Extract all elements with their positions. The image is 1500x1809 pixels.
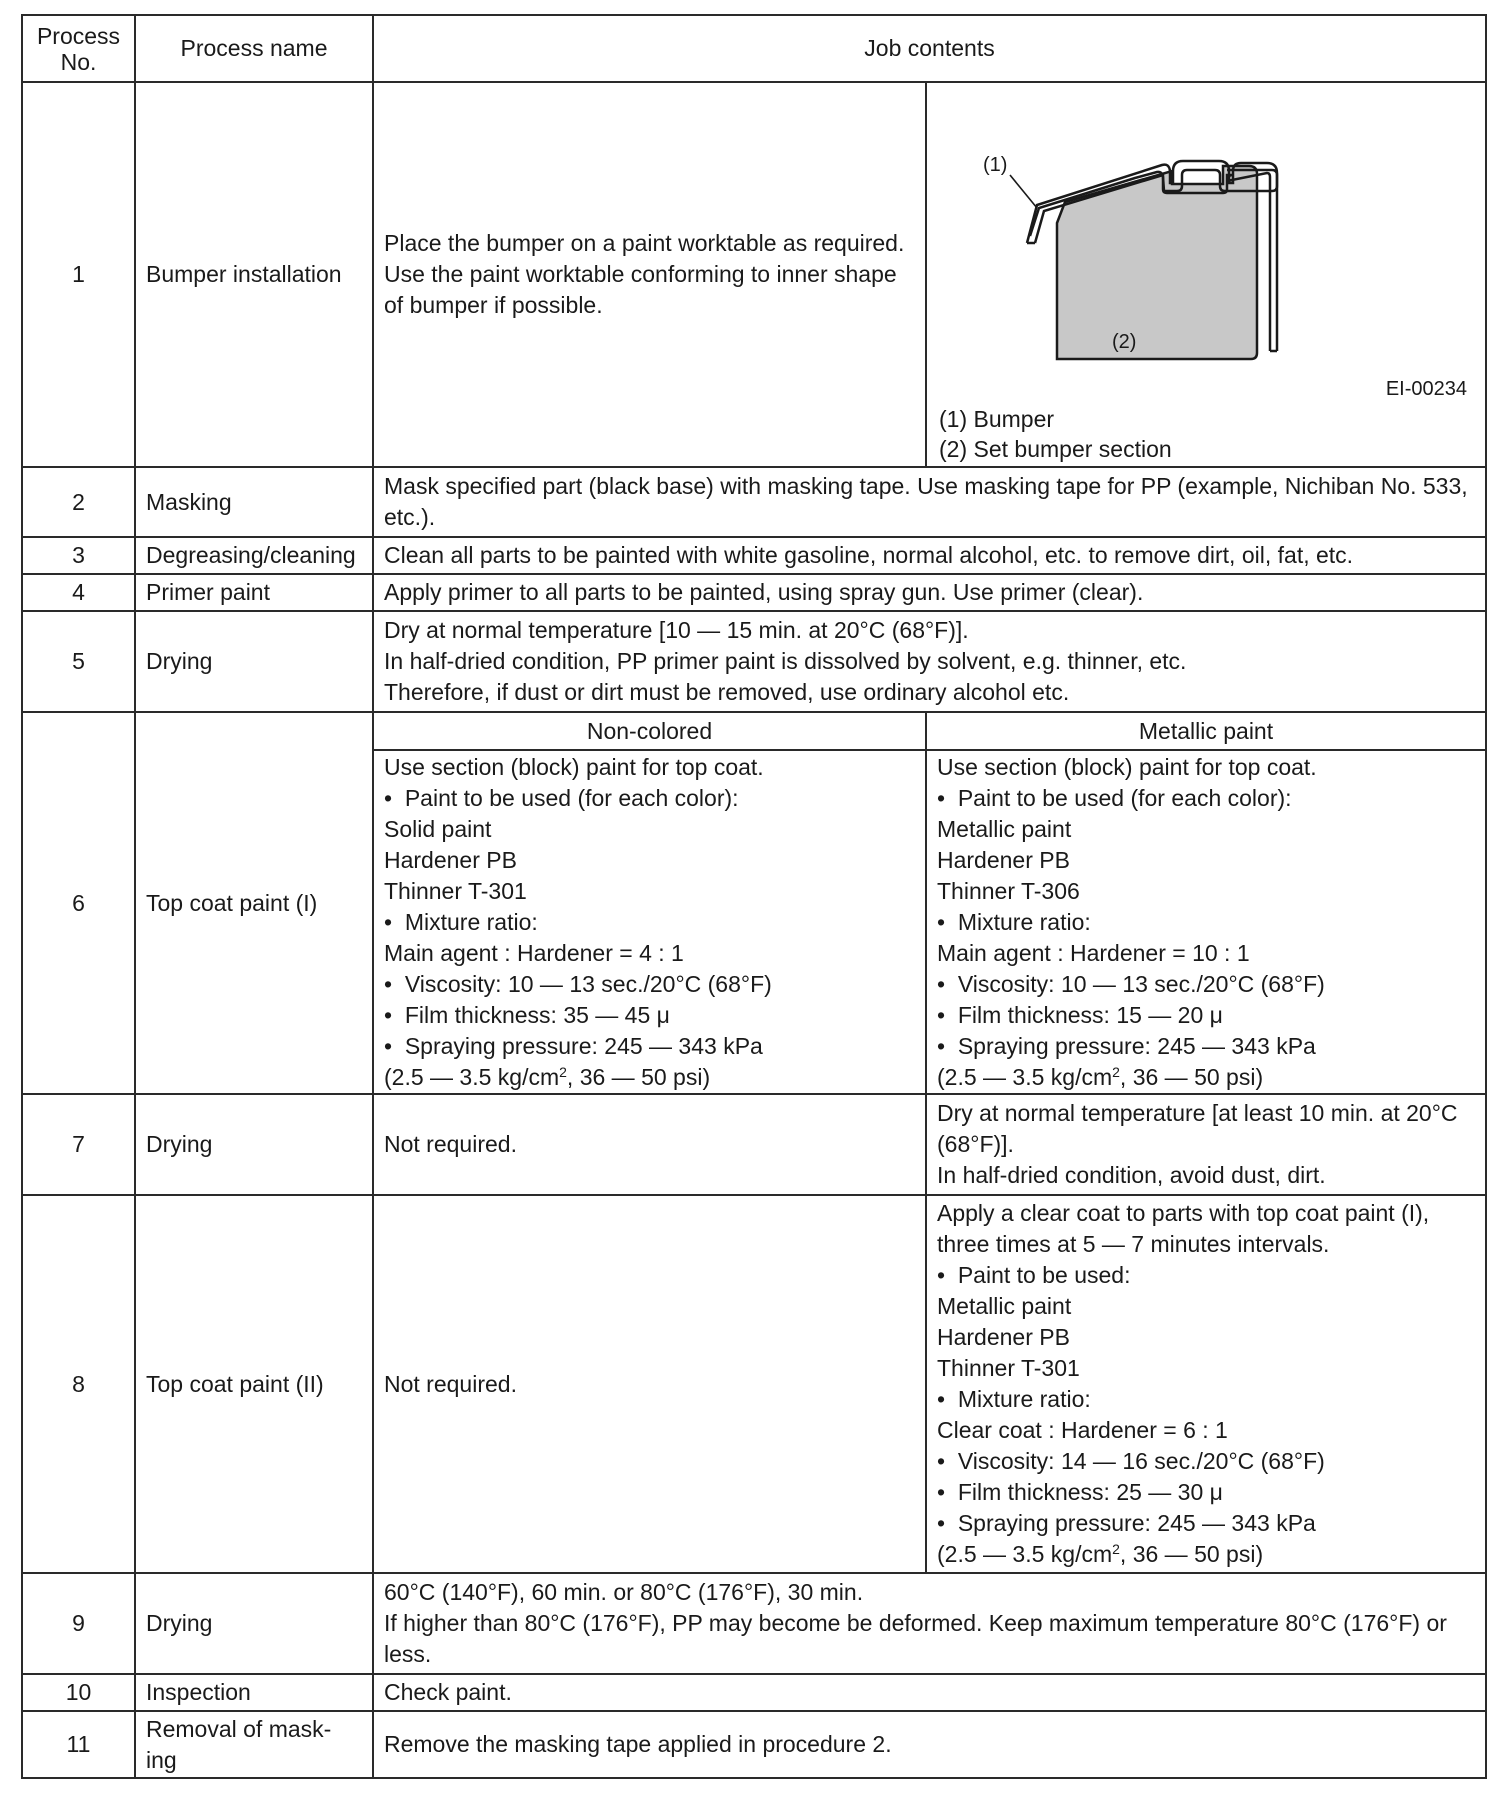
spec-paints: Metallic paint Hardener PB Thinner T-301: [937, 1293, 1080, 1381]
job-contents: 60°C (140°F), 60 min. or 80°C (176°F), 30 min. If higher than 80°C (176°F), PP may become be deformed. Keep maximum temperature 80°C (176°F) or less.: [373, 1573, 1486, 1674]
table-row: [22, 1094, 1486, 1195]
set-bumper-section-block: [1057, 166, 1257, 359]
spec-pressure-units: (2.5 — 3.5 $kg/cm^2$, 36 — 50 psi): [384, 1063, 711, 1090]
spec-viscosity: • Viscosity: 10 — 13 sec./20°C (68°F): [384, 969, 915, 1000]
spec-mix-label: • Mixture ratio:: [937, 907, 1475, 938]
job-contents: Mask specified part (black base) with masking tape. Use masking tape for PP (example, Nichiban No. 533, etc.).: [373, 467, 1486, 537]
table-row: [22, 82, 1486, 467]
spec-mix-label: • Mixture ratio:: [384, 907, 915, 938]
spec-intro: Use section (block) paint for top coat.: [384, 753, 764, 780]
figure-legend: [939, 404, 1172, 464]
spec-paint-label: • Paint to be used (for each color):: [384, 783, 915, 814]
process-no: 4: [22, 574, 135, 611]
spec-pressure-units: (2.5 — 3.5 $kg/cm^2$, 36 — 50 psi): [937, 1063, 1264, 1090]
process-name: Removal of mask- ing: [135, 1711, 373, 1778]
job-contents: Remove the masking tape applied in procedure 2.: [373, 1711, 1486, 1778]
spec-mix: Main agent : Hardener = 10 : 1: [937, 939, 1250, 966]
spec-pressure: • Spraying pressure: 245 — 343 kPa: [937, 1031, 1475, 1062]
process-no: 2: [22, 467, 135, 537]
label-1-leader: [1010, 175, 1037, 208]
process-name: Drying: [135, 611, 373, 712]
spec-film: • Film thickness: 25 — 30 μ: [937, 1477, 1475, 1508]
process-no: 9: [22, 1573, 135, 1674]
process-name: Degreasing/cleaning: [135, 537, 373, 574]
spec-viscosity: • Viscosity: 10 — 13 sec./20°C (68°F): [937, 969, 1475, 1000]
spec-intro: Apply a clear coat to parts with top coat paint (I), three times at 5 — 7 minutes intervals.: [937, 1200, 1430, 1257]
job-contents: Check paint.: [373, 1674, 1486, 1711]
noncolored-contents: Not required.: [373, 1195, 926, 1573]
spec-paints: Solid paint Hardener PB Thinner T-301: [384, 815, 527, 904]
header-job-contents: Job contents: [373, 15, 1486, 82]
process-name: Drying: [135, 1094, 373, 1195]
spec-pressure-units: (2.5 — 3.5 $kg/cm^2$, 36 — 50 psi): [937, 1541, 1264, 1567]
process-no: 6: [22, 712, 135, 1094]
process-no: 8: [22, 1195, 135, 1573]
job-contents: Dry at normal temperature [10 — 15 min. at 20°C (68°F)]. In half-dried condition, PP primer paint is dissolved by solvent, e.g. thinner, etc. Therefore, if dust or dirt must be removed, use ordinary alcohol etc.: [373, 611, 1486, 712]
noncolored-header: Non-colored: [373, 712, 926, 750]
figure-label-2: (2): [1112, 331, 1137, 353]
process-name: Drying: [135, 1573, 373, 1674]
process-name: Masking: [135, 467, 373, 537]
process-no: 11: [22, 1711, 135, 1778]
job-contents: Place the bumper on a paint worktable as required. Use the paint worktable conforming to inner shape of bumper if possible.: [373, 82, 926, 467]
spec-pressure: • Spraying pressure: 245 — 343 kPa: [937, 1508, 1475, 1539]
process-name: Top coat paint (II): [135, 1195, 373, 1573]
header-process-name: Process name: [135, 15, 373, 82]
process-no: 5: [22, 611, 135, 712]
metallic-header: Metallic paint: [926, 712, 1486, 750]
bumper-paint-process-table: [21, 14, 1487, 1779]
metallic-spec: [926, 750, 1486, 1094]
spec-mix: Clear coat : Hardener = 6 : 1: [937, 1417, 1228, 1443]
process-no: 7: [22, 1094, 135, 1195]
spec-paints: Metallic paint Hardener PB Thinner T-306: [937, 815, 1080, 904]
job-contents: Clean all parts to be painted with white gasoline, normal alcohol, etc. to remove dirt, oil, fat, etc.: [373, 537, 1486, 574]
spec-pressure: • Spraying pressure: 245 — 343 kPa: [384, 1031, 915, 1062]
table-header-row: [22, 15, 1486, 82]
process-table-page: [21, 14, 1485, 1779]
table-row: [22, 712, 1486, 750]
process-name: Bumper installation: [135, 82, 373, 467]
process-no: 10: [22, 1674, 135, 1711]
table-row: [22, 537, 1486, 574]
table-row: [22, 1711, 1486, 1778]
bumper-figure-cell: [926, 82, 1486, 467]
process-name: Primer paint: [135, 574, 373, 611]
process-no: 3: [22, 537, 135, 574]
table-row: [22, 1195, 1486, 1573]
table-row: [22, 611, 1486, 712]
figure-label-1: (1): [983, 154, 1008, 176]
figure-code: EI-00234: [1385, 378, 1468, 400]
spec-film: • Film thickness: 35 — 45 μ: [384, 1000, 915, 1031]
table-row: [22, 574, 1486, 611]
metallic-contents: Dry at normal temperature [at least 10 min. at 20°C (68°F)]. In half-dried condition, avoid dust, dirt.: [926, 1094, 1486, 1195]
spec-intro: Use section (block) paint for top coat.: [937, 753, 1317, 780]
process-name: Top coat paint (I): [135, 712, 373, 1094]
spec-paint-label: • Paint to be used (for each color):: [937, 783, 1475, 814]
table-row: [22, 1573, 1486, 1674]
spec-mix-label: • Mixture ratio:: [937, 1384, 1475, 1415]
spec-film: • Film thickness: 15 — 20 μ: [937, 1000, 1475, 1031]
table-row: [22, 467, 1486, 537]
metallic-spec: [926, 1195, 1486, 1573]
legend-set-bumper-section: (2) Set bumper section: [939, 436, 1172, 462]
spec-viscosity: • Viscosity: 14 — 16 sec./20°C (68°F): [937, 1446, 1475, 1477]
legend-bumper: (1) Bumper: [939, 406, 1055, 432]
noncolored-contents: Not required.: [373, 1094, 926, 1195]
spec-paint-label: • Paint to be used:: [937, 1260, 1475, 1291]
bumper-section-illustration: [927, 83, 1483, 383]
noncolored-spec: [373, 750, 926, 1094]
spec-mix: Main agent : Hardener = 4 : 1: [384, 939, 684, 966]
process-no: 1: [22, 82, 135, 467]
table-row: [22, 1674, 1486, 1711]
header-process-no: Process No.: [22, 15, 135, 82]
job-contents: Apply primer to all parts to be painted, using spray gun. Use primer (clear).: [373, 574, 1486, 611]
process-name: Inspection: [135, 1674, 373, 1711]
